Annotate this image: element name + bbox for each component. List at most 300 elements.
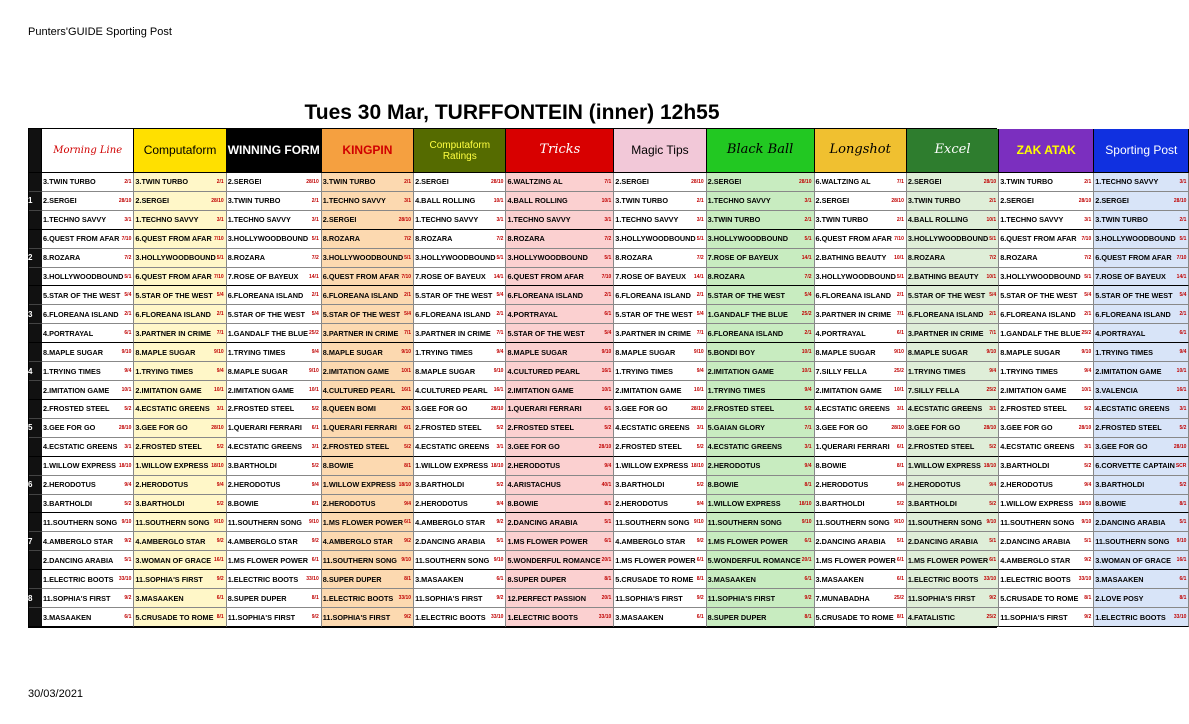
odds: 5/1 [804, 235, 812, 242]
tip-cell [907, 286, 999, 305]
horse-name: 1.ELECTRIC BOOTS [322, 593, 394, 603]
odds: 5/4 [1084, 292, 1092, 299]
odds: 28/10 [983, 424, 997, 431]
horse-name: 2.SERGEI [615, 177, 649, 187]
odds: 5/1 [604, 519, 612, 526]
tip-cell [707, 457, 815, 476]
odds: 2/1 [124, 178, 132, 185]
tip-cell [134, 324, 226, 343]
odds: 3/1 [804, 443, 812, 450]
odds: 5/2 [1179, 424, 1187, 431]
tip-cell [414, 589, 506, 608]
odds: 7/2 [696, 254, 704, 261]
tip-cell [815, 230, 907, 249]
odds: 3/1 [604, 216, 612, 223]
horse-name: 1.WILLOW EXPRESS [615, 461, 689, 471]
tip-cell [322, 570, 414, 589]
horse-name: 1.WILLOW EXPRESS [135, 461, 209, 471]
tip-cell [227, 286, 322, 305]
horse-name: 2.HERODOTUS [135, 480, 189, 490]
tip-cell [907, 551, 999, 570]
horse-name: 2.SERGEI [907, 177, 942, 187]
tip-cell [999, 324, 1094, 343]
tip-cell [999, 286, 1094, 305]
horse-name: 6.QUEST FROM AFAR [507, 272, 584, 282]
tip-cell [227, 173, 322, 192]
horse-name: 3.MASAAKEN [707, 574, 756, 584]
odds: 3/1 [124, 443, 132, 450]
tip-cell [42, 230, 134, 249]
odds: 10/1 [801, 368, 812, 375]
horse-name: 2.HERODOTUS [507, 461, 561, 471]
tip-cell [506, 532, 614, 551]
odds: 28/10 [490, 178, 504, 185]
odds: 5/1 [124, 557, 132, 564]
odds: 16/1 [1176, 387, 1187, 394]
tip-cell [506, 438, 614, 457]
horse-name: 4.ECSTATIC GREENS [227, 442, 303, 452]
tip-cell [227, 362, 322, 381]
horse-name: 1.TECHNO SAVVY [415, 215, 479, 225]
tip-cell [322, 324, 414, 343]
tip-cell [322, 343, 414, 362]
odds: 2/1 [311, 197, 319, 204]
horse-name: 5.WONDERFUL ROMANCE [707, 555, 801, 565]
odds: 7/10 [601, 273, 612, 280]
horse-name: 2.FROSTED STEEL [227, 404, 295, 414]
horse-name: 5.CRUSADE TO ROME [135, 612, 214, 622]
odds: 18/10 [1078, 500, 1092, 507]
tip-cell [42, 419, 134, 438]
horse-name: 1.GANDALF THE BLUE [707, 309, 788, 319]
horse-name: 2.SERGEI [322, 215, 357, 225]
tip-cell [42, 211, 134, 230]
odds: 9/2 [696, 538, 704, 545]
horse-name: 2.DANCING ARABIA [415, 536, 486, 546]
horse-name: 1.TECHNO SAVVY [43, 215, 107, 225]
horse-name: 6.FLOREANA ISLAND [415, 309, 491, 319]
tip-cell [227, 608, 322, 627]
tip-cell [815, 192, 907, 211]
tip-cell [999, 305, 1094, 324]
horse-name: 5.STAR OF THE WEST [415, 290, 493, 300]
odds: 2/1 [989, 311, 997, 318]
odds: 14/1 [309, 273, 319, 280]
odds: 9/10 [309, 368, 319, 375]
race-label [29, 192, 42, 211]
odds: 9/4 [696, 500, 704, 507]
race-label [29, 305, 42, 324]
horse-name: 8.ROZARA [907, 253, 946, 263]
odds: 7/10 [213, 235, 224, 242]
horse-name: 5.BONDI BOY [707, 347, 756, 357]
horse-name: 8.MAPLE SUGAR [415, 366, 476, 376]
odds: 18/10 [398, 481, 412, 488]
tip-cell [999, 476, 1094, 495]
tip-cell [414, 343, 506, 362]
horse-name: 8.MAPLE SUGAR [907, 347, 968, 357]
tip-cell [227, 457, 322, 476]
odds: 28/10 [211, 424, 224, 431]
tip-cell [707, 249, 815, 268]
horse-name: 2.BATHING BEAUTY [907, 272, 979, 282]
odds: 28/10 [691, 405, 704, 412]
horse-name: 8.MAPLE SUGAR [43, 347, 104, 357]
odds: 3/1 [696, 424, 704, 431]
odds: 28/10 [306, 178, 319, 185]
horse-name: 2.HERODOTUS [1000, 480, 1053, 490]
race-label [29, 476, 42, 495]
tip-cell [999, 381, 1094, 400]
race-number: 1 [28, 196, 33, 206]
horse-name: 1.TRYING TIMES [707, 385, 766, 395]
horse-name: 4.BALL ROLLING [415, 196, 476, 206]
odds: 9/10 [693, 349, 704, 356]
tip-cell [134, 532, 226, 551]
horse-name: 2.HERODOTUS [322, 499, 376, 509]
odds: 9/4 [989, 481, 997, 488]
horse-name: 1.TECHNO SAVVY [322, 196, 386, 206]
tip-cell [907, 249, 999, 268]
horse-name: 3.HOLLYWOODBOUND [1095, 234, 1176, 244]
odds: 9/4 [124, 481, 132, 488]
race-label [29, 551, 42, 570]
tip-cell [614, 362, 706, 381]
horse-name: 7.ROSE OF BAYEUX [415, 272, 486, 282]
tip-cell [999, 532, 1094, 551]
odds: 6/1 [896, 557, 904, 564]
tip-cell [134, 230, 226, 249]
odds: 14/1 [693, 273, 704, 280]
tip-cell [414, 513, 506, 532]
tip-cell [414, 532, 506, 551]
race-number: 2 [28, 253, 33, 263]
race-label [29, 268, 42, 287]
tip-cell [42, 495, 134, 514]
race-label [29, 362, 42, 381]
odds: 18/10 [118, 462, 132, 469]
horse-name: 1.TRYING TIMES [1000, 366, 1058, 376]
tip-cell [999, 495, 1094, 514]
odds: 5/1 [604, 254, 612, 261]
horse-name: 4.AMBERGLO STAR [415, 517, 486, 527]
tip-cell [815, 268, 907, 287]
race-number: 7 [28, 536, 33, 546]
odds: 5/1 [311, 235, 319, 242]
horse-name: 8.MAPLE SUGAR [615, 347, 676, 357]
tip-cell [707, 551, 815, 570]
horse-name: 4.ECSTATIC GREENS [907, 404, 983, 414]
tip-cell [414, 362, 506, 381]
tip-cell [815, 589, 907, 608]
horse-name: 3.HOLLYWOODBOUND [227, 234, 309, 244]
odds: 9/10 [121, 519, 132, 526]
odds: 3/1 [989, 405, 997, 412]
odds: 6/1 [311, 557, 319, 564]
horse-name: 1.ELECTRIC BOOTS [1000, 574, 1071, 584]
tip-cell [815, 362, 907, 381]
horse-name: 4.ECSTATIC GREENS [707, 442, 782, 452]
tip-cell [1094, 249, 1189, 268]
tip-cell [414, 381, 506, 400]
odds: 9/10 [121, 349, 132, 356]
horse-name: 8.BOWIE [227, 499, 259, 509]
horse-name: 4.CULTURED PEARL [507, 366, 580, 376]
odds: 3/1 [1179, 178, 1187, 185]
tip-cell [134, 495, 226, 514]
tip-cell [414, 608, 506, 627]
odds: 10/1 [121, 387, 132, 394]
tip-cell [227, 570, 322, 589]
tip-cell [1094, 268, 1189, 287]
horse-name: 1.ELECTRIC BOOTS [507, 612, 578, 622]
odds: 7/1 [496, 330, 504, 337]
tip-cell [999, 230, 1094, 249]
odds: 28/10 [983, 178, 997, 185]
tip-cell [1094, 457, 1189, 476]
horse-name: 1.ELECTRIC BOOTS [907, 574, 979, 584]
horse-name: 3.BARTHOLDI [227, 461, 277, 471]
tip-cell [907, 570, 999, 589]
odds: 16/1 [493, 387, 504, 394]
tip-cell [614, 419, 706, 438]
tip-cell [134, 173, 226, 192]
horse-name: 6.FLOREANA ISLAND [322, 290, 399, 300]
tip-cell [506, 324, 614, 343]
tip-cell [506, 343, 614, 362]
horse-name: 3.GEE FOR GO [415, 404, 468, 414]
horse-name: 2.BATHING BEAUTY [815, 253, 887, 263]
odds: 5/2 [496, 424, 504, 431]
horse-name: 2.DANCING ARABIA [507, 517, 578, 527]
odds: 7/10 [213, 273, 224, 280]
odds: 8/1 [604, 500, 612, 507]
horse-name: 3.WOMAN OF GRACE [135, 555, 212, 565]
horse-name: 6.WALTZING AL [815, 177, 871, 187]
horse-name: 4.ECSTATIC GREENS [415, 442, 490, 452]
horse-name: 3.HOLLYWOODBOUND [507, 253, 588, 263]
odds: 5/2 [696, 443, 704, 450]
tip-cell [614, 343, 706, 362]
tip-cell [322, 173, 414, 192]
odds: 9/2 [989, 595, 997, 602]
tip-cell [134, 268, 226, 287]
tip-cell [1094, 551, 1189, 570]
odds: 2/1 [404, 178, 412, 185]
tip-cell [907, 589, 999, 608]
horse-name: 8.ROZARA [615, 253, 653, 263]
horse-name: 4.AMBERGLO STAR [1000, 555, 1071, 565]
horse-name: 3.HOLLYWOODBOUND [1000, 272, 1081, 282]
tip-cell [907, 230, 999, 249]
odds: 7/1 [404, 330, 412, 337]
tip-cell [322, 419, 414, 438]
odds: 9/10 [894, 519, 904, 526]
odds: 28/10 [891, 424, 904, 431]
tip-cell [907, 495, 999, 514]
odds: 16/1 [1176, 557, 1187, 564]
odds: 20/1 [601, 557, 612, 564]
odds: 9/4 [496, 500, 504, 507]
horse-name: 5.GAIAN GLORY [707, 423, 765, 433]
tip-cell [134, 570, 226, 589]
horse-name: 2.SERGEI [707, 177, 742, 187]
odds: 18/10 [983, 462, 997, 469]
tip-cell [614, 532, 706, 551]
horse-name: 4.ARISTACHUS [507, 480, 561, 490]
odds: 25/2 [894, 595, 904, 602]
horse-name: 1.MS FLOWER POWER [907, 555, 989, 565]
odds: 9/4 [604, 462, 612, 469]
horse-name: 3.HOLLYWOODBOUND [43, 272, 124, 282]
odds: 5/4 [311, 311, 319, 318]
tip-cell [815, 438, 907, 457]
odds: 6/1 [804, 538, 812, 545]
horse-name: 6.WALTZING AL [507, 177, 563, 187]
odds: 25/2 [801, 311, 812, 318]
horse-name: 4.PORTRAYAL [507, 309, 558, 319]
odds: 6/1 [896, 443, 904, 450]
odds: 6/1 [604, 311, 612, 318]
horse-name: 5.STAR OF THE WEST [1000, 290, 1078, 300]
odds: 28/10 [398, 216, 412, 223]
tip-cell [227, 589, 322, 608]
tip-cell [322, 438, 414, 457]
horse-name: 3.GEE FOR GO [1095, 442, 1148, 452]
odds: 7/2 [496, 235, 504, 242]
odds: 6/1 [696, 614, 704, 621]
odds: 3/1 [804, 197, 812, 204]
tip-cell [815, 286, 907, 305]
odds: 9/2 [496, 595, 504, 602]
tip-cell [134, 476, 226, 495]
tip-cell [815, 173, 907, 192]
horse-name: 12.PERFECT PASSION [507, 593, 586, 603]
tip-cell [614, 230, 706, 249]
tip-cell [42, 589, 134, 608]
horse-name: 5.WONDERFUL ROMANCE [507, 555, 601, 565]
horse-name: 2.FROSTED STEEL [707, 404, 775, 414]
odds: 5/1 [496, 254, 504, 261]
horse-name: 1.TECHNO SAVVY [615, 215, 679, 225]
odds: 33/10 [1078, 576, 1092, 583]
tip-cell [322, 495, 414, 514]
race-label [29, 343, 42, 362]
tip-cell [134, 438, 226, 457]
odds: 2/1 [1084, 178, 1092, 185]
horse-name: 3.TWIN TURBO [227, 196, 281, 206]
tip-cell [707, 211, 815, 230]
horse-name: 2.IMITATION GAME [227, 385, 294, 395]
tip-cell [614, 324, 706, 343]
odds: 6/1 [896, 576, 904, 583]
tip-cell [707, 513, 815, 532]
horse-name: 3.MASAAKEN [1095, 574, 1144, 584]
tip-cell [815, 532, 907, 551]
horse-name: 11.SOUTHERN SONG [322, 555, 397, 565]
odds: 2/1 [804, 216, 812, 223]
tip-cell [134, 343, 226, 362]
horse-name: 3.HOLLYWOODBOUND [322, 253, 404, 263]
odds: 9/10 [213, 349, 224, 356]
odds: 8/1 [804, 614, 812, 621]
tip-cell [1094, 589, 1189, 608]
horse-name: 3.PARTNER IN CRIME [907, 328, 984, 338]
odds: 9/2 [696, 595, 704, 602]
race-number: 6 [28, 480, 33, 490]
race-label [29, 608, 42, 627]
odds: 5/1 [124, 273, 132, 280]
horse-name: 4.ECSTATIC GREENS [43, 442, 118, 452]
horse-name: 3.PARTNER IN CRIME [415, 328, 491, 338]
horse-name: 2.HERODOTUS [227, 480, 281, 490]
tip-cell [227, 249, 322, 268]
race-label [29, 400, 42, 419]
tip-cell [999, 211, 1094, 230]
horse-name: 2.FROSTED STEEL [907, 442, 975, 452]
odds: 3/1 [496, 443, 504, 450]
horse-name: 3.TWIN TURBO [907, 196, 961, 206]
odds: 5/2 [404, 443, 412, 450]
odds: 8/1 [696, 576, 704, 583]
odds: 7/1 [216, 330, 224, 337]
horse-name: 1.TRYING TIMES [907, 366, 966, 376]
odds: SCR [1175, 462, 1187, 469]
odds: 9/2 [216, 538, 224, 545]
tip-cell [414, 249, 506, 268]
tip-cell [42, 173, 134, 192]
horse-name: 2.SERGEI [815, 196, 850, 206]
odds: 9/4 [124, 368, 132, 375]
tip-cell [322, 211, 414, 230]
horse-name: 2.DANCING ARABIA [1000, 536, 1071, 546]
odds: 5/1 [1179, 519, 1187, 526]
horse-name: 8.ROZARA [507, 234, 545, 244]
odds: 9/4 [804, 387, 812, 394]
horse-name: 5.STAR OF THE WEST [907, 290, 986, 300]
odds: 6/1 [896, 330, 904, 337]
page-title: Tues 30 Mar, TURFFONTEIN (inner) 12h55 [304, 101, 720, 124]
odds: 33/10 [983, 576, 997, 583]
odds: 5/1 [1084, 538, 1092, 545]
odds: 5/1 [1084, 273, 1092, 280]
horse-name: 5.STAR OF THE WEST [135, 290, 213, 300]
odds: 6/1 [604, 405, 612, 412]
tip-cell [227, 419, 322, 438]
odds: 14/1 [493, 273, 504, 280]
horse-name: 2.HERODOTUS [707, 461, 761, 471]
odds: 9/10 [601, 349, 612, 356]
tip-cell [42, 381, 134, 400]
tip-cell [999, 400, 1094, 419]
odds: 9/10 [493, 557, 504, 564]
horse-name: 2.SERGEI [43, 196, 77, 206]
odds: 33/10 [398, 595, 412, 602]
odds: 6/1 [989, 557, 997, 564]
horse-name: 11.SOPHIA'S FIRST [135, 574, 203, 584]
tip-cell [1094, 286, 1189, 305]
horse-name: 11.SOUTHERN SONG [135, 517, 210, 527]
odds: 18/10 [211, 462, 224, 469]
horse-name: 8.ROZARA [707, 272, 745, 282]
odds: 3/1 [404, 197, 412, 204]
odds: 6/1 [311, 424, 319, 431]
odds: 2/1 [696, 292, 704, 299]
tip-cell [1094, 324, 1189, 343]
tip-cell [1094, 476, 1189, 495]
odds: 5/1 [896, 538, 904, 545]
column-header: KINGPIN [322, 129, 414, 173]
